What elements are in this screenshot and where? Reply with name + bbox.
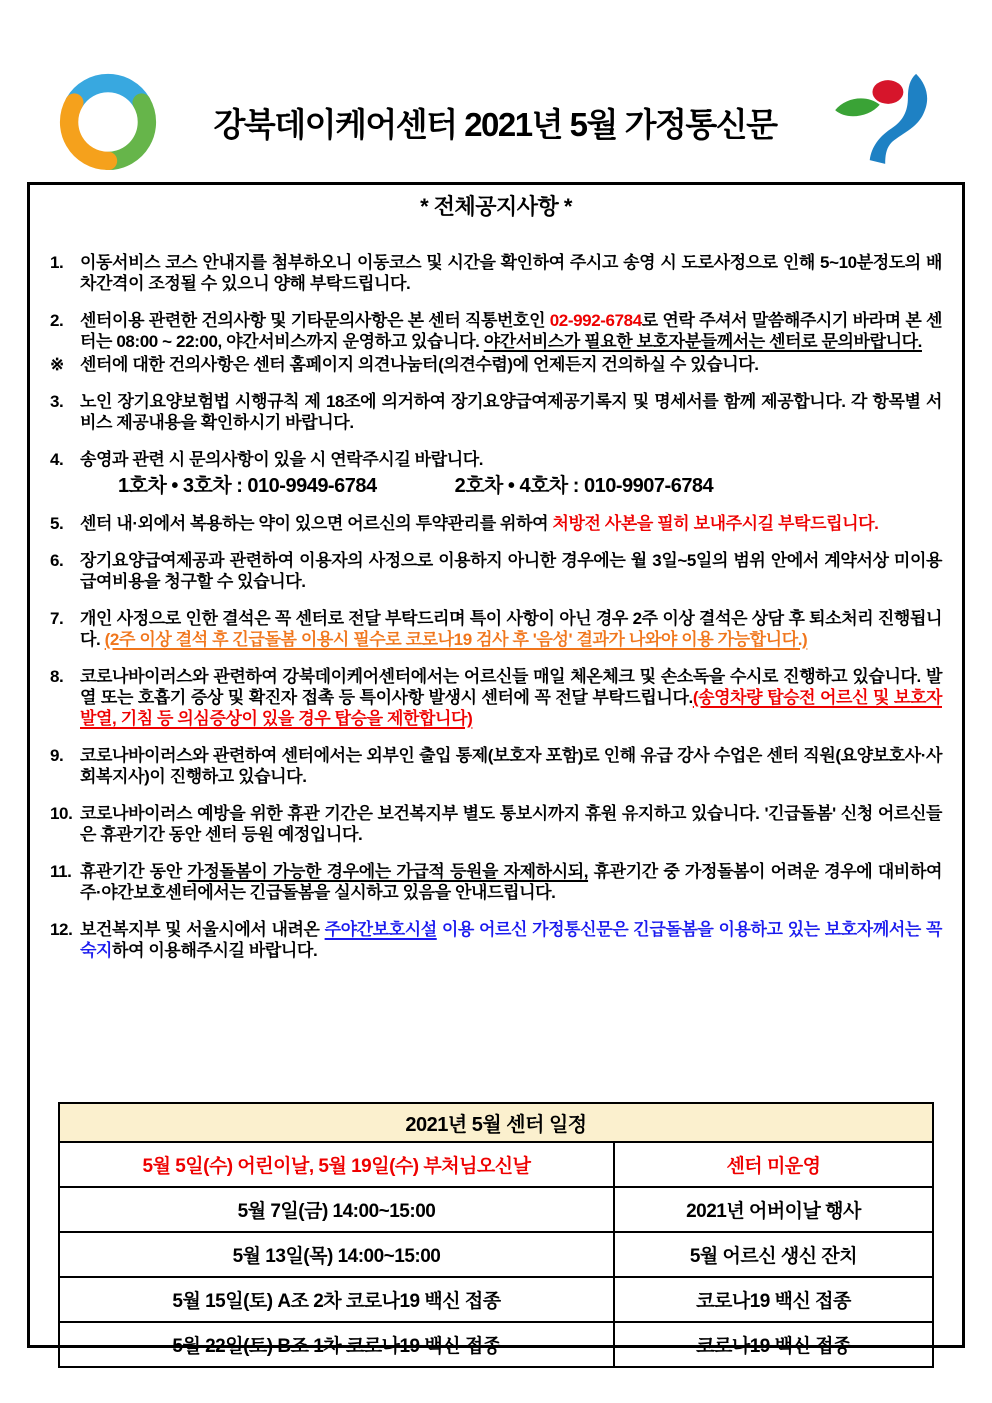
schedule-event-cell: 2021년 어버이날 행사 [614, 1187, 933, 1232]
item-text: 코로나바이러스와 관련하여 강북데이케어센터에서는 어르신들 매일 체온체크 및 손소독을 수시로 진행하고 있습니다. 발열 또는 호흡기 증상 및 확진자 접촉 등 특이사항 발생시 센터에 꼭 전달 부탁드립니다.(송영차량 탑승전 어르신 및 보호자 발열, 기침 등 의심증상이 있을 경우 탑승을 제한합니다) [80, 667, 942, 728]
item-text: 개인 사정으로 인한 결석은 꼭 센터로 전달 부탁드리며 특이 사항이 아닌 경우 2주 이상 결석은 상담 후 퇴소처리 진행됩니다. (2주 이상 결석 후 긴급돌봄 이용시 필수로 코로나19 검사 후 '음성' 결과가 나와야 이용 가능합니다.) [80, 609, 942, 649]
item-number: 7. [50, 609, 64, 628]
notice-item [50, 310, 942, 352]
notice-item [50, 252, 942, 294]
notice-item [50, 391, 942, 433]
item-text: 코로나바이러스 예방을 위한 휴관 기간은 보건복지부 별도 통보시까지 휴원 유지하고 있습니다. '긴급돌봄' 신청 어르신들은 휴관기간 동안 센터 등원 예정입니다. [80, 804, 942, 844]
notice-list [50, 252, 942, 961]
notice-item [50, 919, 942, 961]
center-swirl-logo-icon [52, 68, 164, 176]
item-number: 4. [50, 450, 64, 469]
item-number: 8. [50, 667, 64, 686]
schedule-row [59, 1322, 933, 1367]
schedule-title: 2021년 5월 센터 일정 [59, 1103, 933, 1142]
item-text: 이동서비스 코스 안내지를 첨부하오니 이동코스 및 시간을 확인하여 주시고 송영 시 도로사정으로 인해 5~10분정도의 배차간격이 조정될 수 있으니 양해 부탁드립니다. [80, 253, 942, 293]
item-text: 장기요양급여제공과 관련하여 이용자의 사정으로 이용하지 아니한 경우에는 월 3일~5일의 범위 안에서 계약서상 미이용 급여비용을 청구할 수 있습니다. [80, 551, 942, 591]
schedule-event-cell: 코로나19 백신 접종 [614, 1277, 933, 1322]
item-text: 보건복지부 및 서울시에서 내려온 주야간보호시설 이용 어르신 가정통신문은 긴급돌봄을 이용하고 있는 보호자께서는 꼭 숙지하여 이용해주시길 바랍니다. [80, 920, 942, 960]
vehicle-contacts [80, 476, 942, 497]
notice-box [27, 182, 965, 1357]
notice-item [50, 513, 942, 534]
item-number: 1. [50, 253, 64, 272]
schedule-date-cell: 5월 22일(토) B조 1차 코로나19 백신 접종 [59, 1322, 614, 1367]
vehicle-contact-1-3: 1호차 • 3호차 : 010-9949-6784 [118, 475, 377, 497]
schedule-date-cell: 5월 7일(금) 14:00~15:00 [59, 1187, 614, 1232]
notice-item [50, 449, 942, 497]
item-number: ※ [50, 355, 64, 374]
seoul-logo-icon [826, 72, 948, 172]
schedule-section [58, 1102, 934, 1368]
notice-item [50, 608, 942, 650]
schedule-event-cell: 센터 미운영 [614, 1142, 933, 1187]
notice-item [50, 803, 942, 845]
vehicle-contact-2-4: 2호차 • 4호차 : 010-9907-6784 [454, 475, 714, 497]
item-text: 센터 내·외에서 복용하는 약이 있으면 어르신의 투약관리를 위하여 처방전 사본을 필히 보내주시길 부탁드립니다. [80, 514, 879, 533]
header [52, 68, 948, 176]
schedule-event-cell: 코로나19 백신 접종 [614, 1322, 933, 1367]
item-number: 3. [50, 392, 64, 411]
item-number: 9. [50, 746, 64, 765]
notice-note [50, 354, 942, 375]
item-number: 10. [50, 804, 73, 823]
schedule-row [59, 1187, 933, 1232]
item-number: 11. [50, 862, 72, 881]
schedule-header-row [59, 1103, 933, 1142]
item-text: 노인 장기요양보험법 시행규칙 제 18조에 의거하여 장기요양급여제공기록지 및 명세서를 함께 제공합니다. 각 항목별 서비스 제공내용을 확인하시기 바랍니다. [80, 392, 942, 432]
schedule-row [59, 1142, 933, 1187]
notice-item [50, 666, 942, 729]
item-number: 2. [50, 311, 64, 330]
page-title: 강북데이케어센터 2021년 5월 가정통신문 [213, 105, 777, 143]
item-text: 센터이용 관련한 건의사항 및 기타문의사항은 본 센터 직통번호인 02-992-6784로 연락 주셔서 말씀해주시기 바라며 본 센터는 08:00 ~ 22:00, 야간서비스까지 운영하고 있습니다. 야간서비스가 필요한 보호자분들께서는 센터로 문의바랍니다. [80, 311, 942, 351]
item-number: 6. [50, 551, 64, 570]
item-text: 휴관기간 동안 가정돌봄이 가능한 경우에는 가급적 등원을 자제하시되, 휴관기간 중 가정돌봄이 어려운 경우에 대비하여 주·야간보호센터에서는 긴급돌봄을 실시하고 있음을 안내드립니다. [80, 862, 942, 902]
item-number: 12. [50, 920, 73, 939]
notice-item [50, 745, 942, 787]
item-number: 5. [50, 514, 64, 533]
item-text: 코로나바이러스와 관련하여 센터에서는 외부인 출입 통제(보호자 포함)로 인해 유급 강사 수업은 센터 직원(요양보호사·사회복지사)이 진행하고 있습니다. [80, 746, 942, 786]
notice-item [50, 550, 942, 592]
schedule-row [59, 1277, 933, 1322]
schedule-row [59, 1232, 933, 1277]
notice-item [50, 861, 942, 903]
item-text: 송영과 관련 시 문의사항이 있을 시 연락주시길 바랍니다. [80, 450, 484, 469]
notice-box-title: * 전체공지사항 * [420, 194, 572, 219]
schedule-date-cell: 5월 5일(수) 어린이날, 5월 19일(수) 부처님오신날 [59, 1142, 614, 1187]
schedule-date-cell: 5월 15일(토) A조 2차 코로나19 백신 접종 [59, 1277, 614, 1322]
schedule-date-cell: 5월 13일(목) 14:00~15:00 [59, 1232, 614, 1277]
schedule-table [58, 1102, 934, 1368]
item-text: 센터에 대한 건의사항은 센터 홈페이지 의견나눔터(의견수렴)에 언제든지 건의하실 수 있습니다. [80, 355, 759, 374]
schedule-event-cell: 5월 어르신 생신 잔치 [614, 1232, 933, 1277]
